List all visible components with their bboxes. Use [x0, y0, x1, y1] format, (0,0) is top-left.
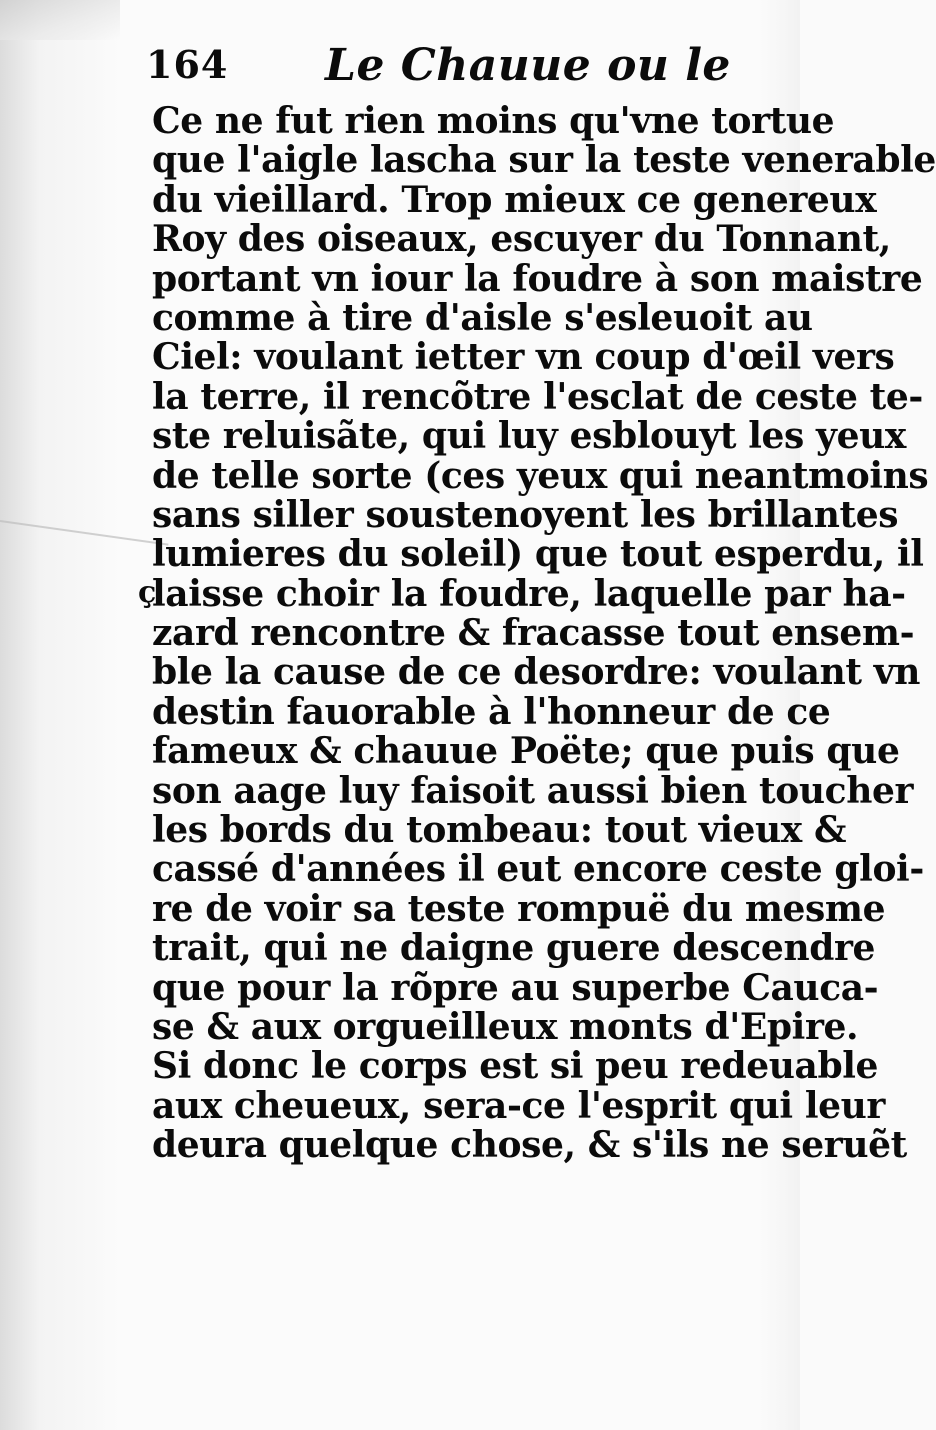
text-line: comme à tire d'aisle s'esleuoit au	[152, 296, 813, 339]
text-line: re de voir sa teste rompuë du mesme	[152, 887, 886, 930]
page-header	[140, 40, 780, 100]
text-line: zard rencontre & fracasse tout ensem-	[152, 612, 915, 655]
running-head: Le Chauue ou le	[325, 40, 731, 91]
text-line: que pour la rõpre au superbe Cauca-	[152, 966, 879, 1009]
text-line: trait, qui ne daigne guere descendre	[152, 927, 876, 970]
text-line: Si donc le corps est si peu redeuable	[152, 1045, 878, 1088]
text-line: Roy des oiseaux, escuyer du Tonnant,	[152, 218, 891, 261]
page-number: 164	[146, 42, 229, 87]
text-line: ste reluisãte, qui luy esblouyt les yeux	[152, 415, 906, 458]
page-crease	[0, 520, 168, 546]
text-line: la terre, il rencõtre l'esclat de ceste te-	[152, 375, 923, 418]
text-line: les bords du tombeau: tout vieux &	[152, 809, 847, 852]
text-line: du vieillard. Trop mieux ce genereux	[152, 178, 877, 221]
margin-mark: ç	[138, 575, 157, 610]
text-line: aux cheueux, sera-ce l'esprit qui leur	[152, 1084, 885, 1127]
text-line: se & aux orgueilleux monts d'Epire.	[152, 1005, 859, 1048]
text-line: destin fauorable à l'honneur de ce	[152, 690, 831, 733]
body-text	[152, 100, 936, 1167]
text-line: deura quelque chose, & s'ils ne seruẽt	[152, 1124, 907, 1167]
text-line: Ciel: voulant ietter vn coup d'œil vers	[152, 336, 895, 379]
text-line: portant vn iour la foudre à son maistre	[152, 257, 923, 300]
text-line: cassé d'années il eut encore ceste gloi-	[152, 848, 924, 891]
text-line: lumieres du soleil) que tout esperdu, il	[152, 533, 924, 576]
text-line: sans siller soustenoyent les brillantes	[152, 493, 899, 536]
text-line: de telle sorte (ces yeux qui neantmoins	[152, 454, 929, 497]
text-line: laisse choir la foudre, laquelle par ha-	[152, 572, 906, 615]
text-line: son aage luy faisoit aussi bien toucher	[152, 769, 914, 812]
text-line: que l'aigle lascha sur la teste venerable	[152, 139, 936, 182]
text-line: fameux & chauue Poëte; que puis que	[152, 730, 900, 773]
text-line: Ce ne fut rien moins qu'vne tortue	[152, 100, 835, 142]
page-fold-shadow	[0, 0, 120, 40]
text-line: ble la cause de ce desordre: voulant vn	[152, 651, 921, 694]
